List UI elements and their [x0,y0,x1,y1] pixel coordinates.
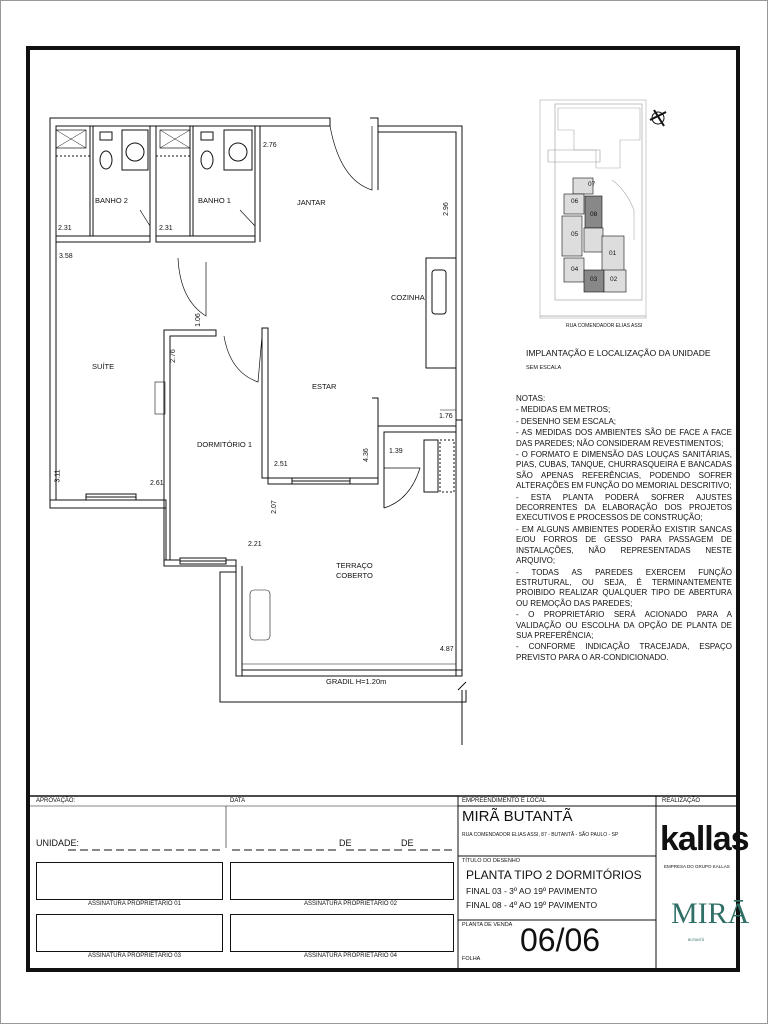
note-item: - CONFORME INDICAÇÃO TRACEJADA, ESPAÇO PREVISTO PARA O AR-CONDICIONADO. [516,642,732,663]
project-name: MIRÃ BUTANTÃ [462,808,573,825]
kitchen-counter [426,258,456,368]
keyplan-unit-highlight: 03 [590,276,598,283]
dim-label: 3.58 [59,253,73,260]
kitchen-sink [432,270,446,314]
signature-box-1[interactable] [36,862,223,900]
drawing-title: PLANTA TIPO 2 DORMITÓRIOS [466,868,642,882]
room-label-suite: SUÍTE [92,362,115,371]
note-item: - O FORMATO E DIMENSÃO DAS LOUÇAS SANITÁRIAS, PIAS, CUBAS, TANQUE, CHURRASQUEIRA E BANCADAS SÃO APENAS REFERÊNCIAS, PODENDO SOFRER ALTERAÇÕES EM FUNÇÃO DO MEMORIAL DESCRITIVO; [516,450,732,492]
wall-bath1-right [255,126,260,242]
dim-label: 4.87 [440,646,454,653]
wall-terrace-bottom [236,670,462,676]
dim-label: 2.31 [58,225,72,232]
wall-bath-divider [150,126,156,242]
date-de-label: DE [339,838,352,848]
door-bath1 [240,210,255,226]
room-label-terraco: TERRAÇO COBERTO [336,561,373,580]
keyplan-title: IMPLANTAÇÃO E LOCALIZAÇÃO DA UNIDADE [526,348,711,358]
dim-label: 2.76 [263,142,277,149]
laundry [440,440,454,492]
note-item: - AS MEDIDAS DOS AMBIENTES SÃO DE FACE A FACE DAS PAREDES; NÃO CONSIDERAM REVESTIMENTOS; [516,428,732,449]
railing-label: GRADIL H=1.20m [326,677,387,686]
room-label-cozinha: COZINHA [391,293,425,302]
dim-label: 1.39 [389,448,403,455]
mira-subtitle: BUTANTÃ [688,938,705,942]
toilet-2 [100,151,112,169]
keyplan-unit: 04 [571,266,579,273]
signature-box-4[interactable] [230,914,454,952]
keyplan-unit-highlight: 08 [590,211,598,218]
keyplan-unit: 02 [610,276,618,283]
room-label-jantar: JANTAR [297,198,326,207]
key-plan [540,100,646,318]
signature-box-3[interactable] [36,914,223,952]
keyplan-subtitle: SEM ESCALA [526,365,562,371]
door-bath2 [140,210,150,226]
dim-label: 2.31 [159,225,173,232]
room-label-banho1: BANHO 1 [198,196,231,205]
dim-label: 2.51 [274,461,288,468]
tank [424,440,438,492]
door-dorm [224,336,262,382]
date-de-label: DE [401,838,414,848]
project-address: RUA COMENDADOR ELIAS ASSI, 87 - BUTANTÃ - SÃO PAULO - SP [462,832,619,838]
sheet-label: FOLHA [462,956,481,962]
door-service [384,468,420,508]
note-item: - O PROPRIETÁRIO SERÁ ACIONADO PARA A VALIDAÇÃO OU ESCOLHA DA OPÇÃO DE PLANTA DE SUA PREFERÊNCIA; [516,610,732,641]
signature-caption-1: ASSINATURA PROPRIETÁRIO 01 [88,901,181,907]
signature-box-2[interactable] [230,862,454,900]
notes-title: NOTAS: [516,394,546,403]
wall-estar-right [372,398,378,484]
room-label-dormitorio1: DORMITÓRIO 1 [197,440,253,449]
date-label: DATA [230,798,246,804]
door-entry [330,126,372,190]
wall-bath2-bottom [156,236,255,242]
wall-bath-inner [90,126,193,236]
wall-terrace-left [236,566,242,676]
realization-label: REALIZAÇÃO [662,798,701,804]
wall-suite-bottom [50,500,166,508]
dim-label: 2.61 [150,480,164,487]
wall-service [378,426,456,508]
signature-caption-2: ASSINATURA PROPRIETÁRIO 02 [304,901,397,907]
toilet-1 [201,151,213,169]
mira-logo: MIRĀ [671,897,750,930]
keyplan-unit: 01 [609,250,617,257]
keyplan-unit: 06 [571,198,579,205]
drawing-title-label: TÍTULO DO DESENHO [462,858,521,864]
sink-1 [224,130,252,170]
keyplan-unit: 05 [571,231,579,238]
approval-label: APROVAÇÃO: [36,798,76,804]
sale-plan-label: PLANTA DE VENDA [462,922,513,928]
signature-caption-4: ASSINATURA PROPRIETÁRIO 04 [304,953,397,959]
dim-label: 2.76 [169,349,177,363]
drawing-subtitle-1: FINAL 03 - 3º AO 19º PAVIMENTO [466,886,598,896]
drawing-subtitle-2: FINAL 08 - 4º AO 19º PAVIMENTO [466,900,598,910]
wall-dorm-right [262,328,268,478]
wall-terrace-right [456,420,462,676]
dim-label: 3.11 [54,469,62,483]
note-item: - TODAS AS PAREDES EXERCEM FUNÇÃO ESTRUTURAL, OU SEJA, É TERMINANTEMENTE PROIBIDO REALIZAR QUALQUER TIPO DE ABERTURA OU REMOÇÃO DAS PAREDES; [516,568,732,610]
unit-label: UNIDADE: [36,838,80,848]
wall-bath-bottom [56,236,150,242]
sheet-number: 06/06 [520,922,601,958]
project-label: EMPREENDIMENTO E LOCAL [462,798,547,804]
dim-label: 2.07 [270,500,278,514]
dim-label: 2.96 [442,202,450,216]
dim-label: 4.36 [362,448,370,462]
dim-label: 2.21 [248,541,262,548]
note-item: - DESENHO SEM ESCALA; [516,417,732,427]
keyplan-street: RUA COMENDADOR ELIAS ASSI [566,323,643,329]
kallas-logo: kallas [660,820,749,858]
note-item: - ESTA PLANTA PODERÁ SOFRER AJUSTES DECORRENTES DA ELABORAÇÃO DOS PROJETOS EXECUTIVOS E PROCESSOS DE CONSTRUÇÃO; [516,493,732,524]
outer-wall-right [370,118,462,420]
notes-block [516,394,732,664]
ac-terrace [250,590,270,640]
dim-label: 1.76 [439,413,453,420]
kallas-subtitle: EMPRESA DO GRUPO KALLAS [664,864,730,869]
note-item: - MEDIDAS EM METROS; [516,405,732,415]
door-suite [178,258,206,316]
break-line [458,682,466,745]
keyplan-unit: 07 [588,181,596,188]
room-label-estar: ESTAR [312,382,337,391]
signature-caption-3: ASSINATURA PROPRIETÁRIO 03 [88,953,181,959]
north-arrow-icon [650,110,666,126]
note-item: - EM ALGUNS AMBIENTES PODERÃO EXISTIR SANCAS E/OU FORROS DE GESSO PARA PASSAGEM DE INSTALAÇÕES, NÃO REPRESENTADAS NESTE ARQUIVO; [516,525,732,567]
dim-label: 1.06 [194,313,202,327]
room-label-banho2: BANHO 2 [95,196,128,205]
